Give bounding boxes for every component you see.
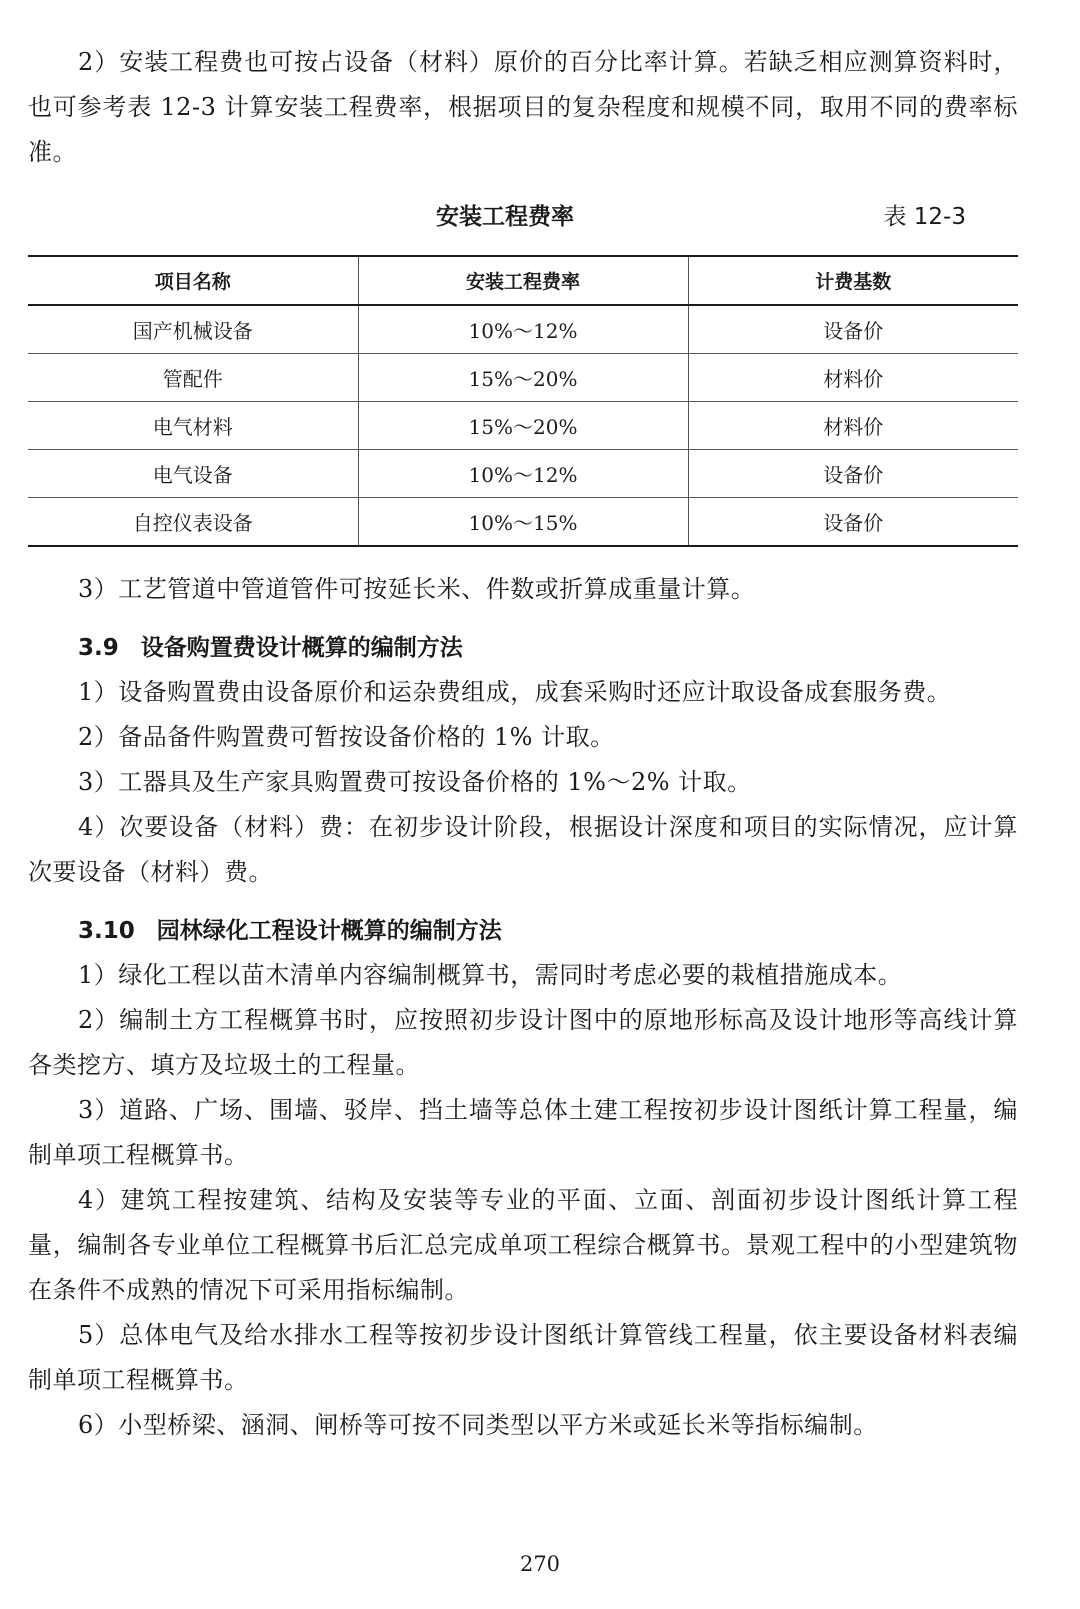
cell-item-name: 国产机械设备 [28, 305, 358, 354]
table-row [28, 354, 1018, 402]
cell-item-name: 自控仪表设备 [132, 511, 253, 535]
table-number: 表 12-3 [883, 204, 966, 230]
paragraph-install-fee-ratio: 2）安装工程费也可按占设备（材料）原价的百分比率计算。若缺乏相应测算资料时，也可参考表 12-3 计算安装工程费率，根据项目的复杂程度和规模不同，取用不同的费率标准。 [28, 48, 1018, 166]
cell-base: 材料价 [688, 402, 1018, 450]
table-row [28, 450, 1018, 498]
list-item: 6）小型桥梁、涵洞、闸桥等可按不同类型以平方米或延长米等指标编制。 [78, 1411, 878, 1439]
table-title: 安装工程费率 [436, 204, 574, 230]
cell-rate: 10%～12% [358, 305, 688, 354]
cell-rate: 15%～20% [358, 354, 688, 402]
table-header-row [28, 256, 1018, 305]
section-title: 设备购置费设计概算的编制方法 [140, 635, 463, 661]
page-content [28, 40, 1018, 1448]
list-item: 2）编制土方工程概算书时，应按照初步设计图中的原地形标高及设计地形等高线计算各类挖方、填方及垃圾土的工程量。 [28, 1006, 1018, 1079]
page-number: 270 [519, 1552, 561, 1576]
section-number: 3.9 [78, 635, 119, 661]
cell-rate: 15%～20% [358, 402, 688, 450]
cell-rate: 10%～15% [358, 498, 688, 547]
section-title: 园林绿化工程设计概算的编制方法 [156, 918, 502, 944]
cell-base: 材料价 [688, 354, 1018, 402]
list-item: 1）设备购置费由设备原价和运杂费组成，成套采购时还应计取设备成套服务费。 [78, 678, 952, 706]
paragraph-pipe-fittings: 3）工艺管道中管道管件可按延长米、件数或折算成重量计算。 [78, 575, 756, 603]
list-item: 2）备品备件购置费可暂按设备价格的 1% 计取。 [78, 723, 615, 751]
list-item: 3）工器具及生产家具购置费可按设备价格的 1%～2% 计取。 [78, 768, 752, 796]
header-rate: 安装工程费率 [358, 256, 688, 305]
cell-item-name: 电气设备 [28, 450, 358, 498]
table-caption [28, 197, 1018, 237]
install-fee-rate-table [28, 255, 1018, 547]
cell-item-name: 管配件 [28, 354, 358, 402]
cell-base: 设备价 [688, 450, 1018, 498]
cell-rate: 10%～12% [358, 450, 688, 498]
section-heading-3-9 [28, 626, 1018, 670]
cell-base: 设备价 [688, 305, 1018, 354]
header-base: 计费基数 [688, 256, 1018, 305]
table-row [28, 402, 1018, 450]
list-item: 5）总体电气及给水排水工程等按初步设计图纸计算管线工程量，依主要设备材料表编制单项工程概算书。 [28, 1321, 1018, 1394]
cell-item-name: 电气材料 [28, 402, 358, 450]
list-item: 4）次要设备（材料）费：在初步设计阶段，根据设计深度和项目的实际情况，应计算次要设备（材料）费。 [28, 813, 1018, 886]
header-item-name: 项目名称 [28, 256, 358, 305]
cell-base: 设备价 [688, 498, 1018, 547]
table-row [28, 498, 1018, 547]
list-item: 4）建筑工程按建筑、结构及安装等专业的平面、立面、剖面初步设计图纸计算工程量，编制各专业单位工程概算书后汇总完成单项工程综合概算书。景观工程中的小型建筑物在条件不成熟的情况下可采用指标编制。 [28, 1186, 1018, 1304]
section-heading-3-10 [28, 909, 1018, 953]
list-item: 3）道路、广场、围墙、驳岸、挡土墙等总体土建工程按初步设计图纸计算工程量，编制单项工程概算书。 [28, 1096, 1018, 1169]
table-row [28, 305, 1018, 354]
section-number: 3.10 [78, 918, 135, 944]
list-item: 1）绿化工程以苗木清单内容编制概算书，需同时考虑必要的栽植措施成本。 [78, 961, 903, 989]
